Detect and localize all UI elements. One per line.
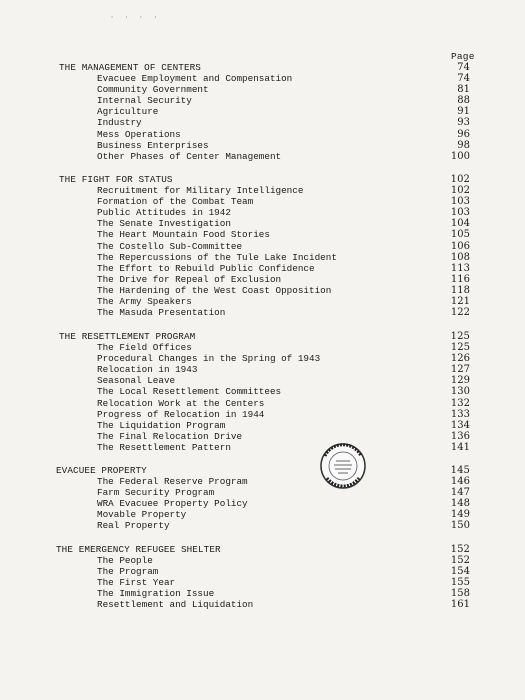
section-page-number: 145 [450,465,470,476]
entry-title: The Local Resettlement Committees [97,386,282,398]
entry-title: The Resettlement Pattern [97,441,231,453]
entry-page-number: 106 [450,240,470,252]
toc-entry [0,520,525,531]
section-heading [0,544,525,555]
entry-page-number: 150 [450,520,470,532]
entry-title: The Drive for Repeal of Exclusion [97,273,282,285]
entry-page-number: 134 [450,419,470,431]
toc-entry [0,151,525,162]
entry-page-number: 103 [450,207,470,219]
entry-page-number: 148 [450,498,470,510]
entry-title: Real Property [97,520,170,532]
entry-title: The Senate Investigation [97,218,231,230]
section-page-number: 152 [450,544,470,555]
section-heading-text: THE MANAGEMENT OF CENTERS [59,62,201,73]
entry-title: The Army Speakers [97,296,192,308]
entry-page-number: 103 [450,196,470,208]
entry-title: The Program [97,566,159,578]
toc-entry [0,588,525,599]
entry-title: The Liquidation Program [97,419,226,431]
entry-page-number: 98 [457,139,470,151]
section-heading-text: EVACUEE PROPERTY [56,465,147,476]
entry-page-number: 136 [450,430,470,442]
entry-page-number: 155 [450,577,470,589]
toc-entry [0,252,525,263]
entry-page-number: 93 [457,117,470,129]
entry-title: The First Year [97,577,176,589]
entry-page-number: 149 [450,509,470,521]
entry-title: The Masuda Presentation [97,307,226,319]
toc-entry [0,409,525,420]
toc-entry [0,498,525,509]
entry-title: Internal Security [97,95,192,107]
entry-title: Industry [97,117,142,129]
entry-page-number: 141 [450,441,470,453]
toc-entry [0,476,525,487]
toc-entry [0,218,525,229]
entry-page-number: 91 [457,106,470,118]
toc-entry [0,84,525,95]
entry-title: WRA Evacuee Property Policy [97,498,248,510]
section-heading [0,62,525,73]
entry-page-number: 108 [450,251,470,263]
toc-entry [0,342,525,353]
entry-title: The Effort to Rebuild Public Confidence [97,262,315,274]
toc-entry [0,375,525,386]
toc-entry [0,577,525,588]
toc-entry [0,185,525,196]
entry-title: Resettlement and Liquidation [97,599,254,611]
entry-page-number: 100 [450,150,470,162]
entry-title: The Costello Sub-Committee [97,240,243,252]
entry-page-number: 129 [450,375,470,387]
entry-title: The Field Offices [97,342,192,354]
toc-entry [0,241,525,252]
toc-entry [0,599,525,610]
entry-page-number: 158 [450,588,470,600]
entry-page-number: 152 [450,555,470,567]
entry-page-number: 122 [450,307,470,319]
entry-page-number: 147 [450,487,470,499]
toc-entry [0,420,525,431]
toc-entry [0,229,525,240]
toc-entry [0,73,525,84]
toc-entry [0,431,525,442]
entry-title: The Final Relocation Drive [97,430,243,442]
toc-entry [0,263,525,274]
toc-entry [0,117,525,128]
entry-title: The People [97,555,153,567]
toc-section [0,174,525,318]
toc-section [0,544,525,611]
entry-page-number: 105 [450,229,470,241]
entry-title: Relocation Work at the Centers [97,397,265,409]
entry-page-number: 125 [450,342,470,354]
page-column-label: Page [451,51,475,62]
entry-page-number: 161 [450,599,470,611]
entry-title: Business Enterprises [97,139,209,151]
toc-entry [0,307,525,318]
section-heading-text: THE EMERGENCY REFUGEE SHELTER [56,544,221,555]
entry-page-number: 130 [450,386,470,398]
toc-entry [0,140,525,151]
toc-entry [0,129,525,140]
toc-entry [0,398,525,409]
entry-page-number: 104 [450,218,470,230]
entry-title: The Hardening of the West Coast Opposition [97,284,332,296]
entry-title: Public Attitudes in 1942 [97,207,231,219]
toc-entry [0,95,525,106]
entry-page-number: 133 [450,408,470,420]
toc-entry [0,509,525,520]
entry-title: Movable Property [97,509,187,521]
entry-page-number: 102 [450,185,470,197]
entry-title: Community Government [97,84,209,96]
entry-title: Evacuee Employment and Compensation [97,73,293,85]
section-heading [0,174,525,185]
entry-title: Mess Operations [97,128,181,140]
toc-section [0,331,525,453]
toc-entry [0,196,525,207]
toc-entry [0,274,525,285]
section-heading [0,331,525,342]
section-page-number: 125 [450,331,470,342]
entry-page-number: 127 [450,364,470,376]
toc-entry [0,106,525,117]
entry-page-number: 116 [450,273,470,285]
toc-entry [0,566,525,577]
entry-page-number: 146 [450,476,470,488]
entry-title: Relocation in 1943 [97,364,198,376]
section-heading [0,465,525,476]
entry-title: Farm Security Program [97,487,215,499]
entry-title: Recruitment for Military Intelligence [97,185,304,197]
entry-page-number: 113 [450,262,470,274]
toc-entry [0,353,525,364]
entry-title: Seasonal Leave [97,375,176,387]
section-heading-text: THE RESETTLEMENT PROGRAM [59,331,196,342]
entry-title: Procedural Changes in the Spring of 1943 [97,353,321,365]
entry-title: The Federal Reserve Program [97,476,248,488]
toc-entry [0,555,525,566]
entry-title: Progress of Relocation in 1944 [97,408,265,420]
toc-entry [0,364,525,375]
archive-stamp-icon [319,442,367,490]
entry-page-number: 154 [450,566,470,578]
entry-page-number: 126 [450,353,470,365]
toc-entry [0,487,525,498]
entry-page-number: 81 [457,84,470,96]
entry-title: The Heart Mountain Food Stories [97,229,270,241]
entry-title: The Immigration Issue [97,588,215,600]
toc-section [0,465,525,532]
toc-section [0,62,525,162]
entry-title: Other Phases of Center Management [97,150,282,162]
entry-page-number: 96 [457,128,470,140]
entry-page-number: 88 [457,95,470,107]
entry-page-number: 132 [450,397,470,409]
section-page-number: 102 [450,174,470,185]
toc-entry [0,386,525,397]
entry-title: The Repercussions of the Tule Lake Incident [97,251,337,263]
section-page-number: 74 [457,62,470,73]
entry-page-number: 74 [457,73,470,85]
section-heading-text: THE FIGHT FOR STATUS [59,174,173,185]
entry-page-number: 118 [450,284,470,296]
toc-entry [0,285,525,296]
toc-entry [0,207,525,218]
entry-page-number: 121 [450,296,470,308]
toc-entry [0,296,525,307]
scan-marks: · · · · [110,14,161,22]
toc-entry [0,442,525,453]
entry-title: Agriculture [97,106,159,118]
entry-title: Formation of the Combat Team [97,196,254,208]
